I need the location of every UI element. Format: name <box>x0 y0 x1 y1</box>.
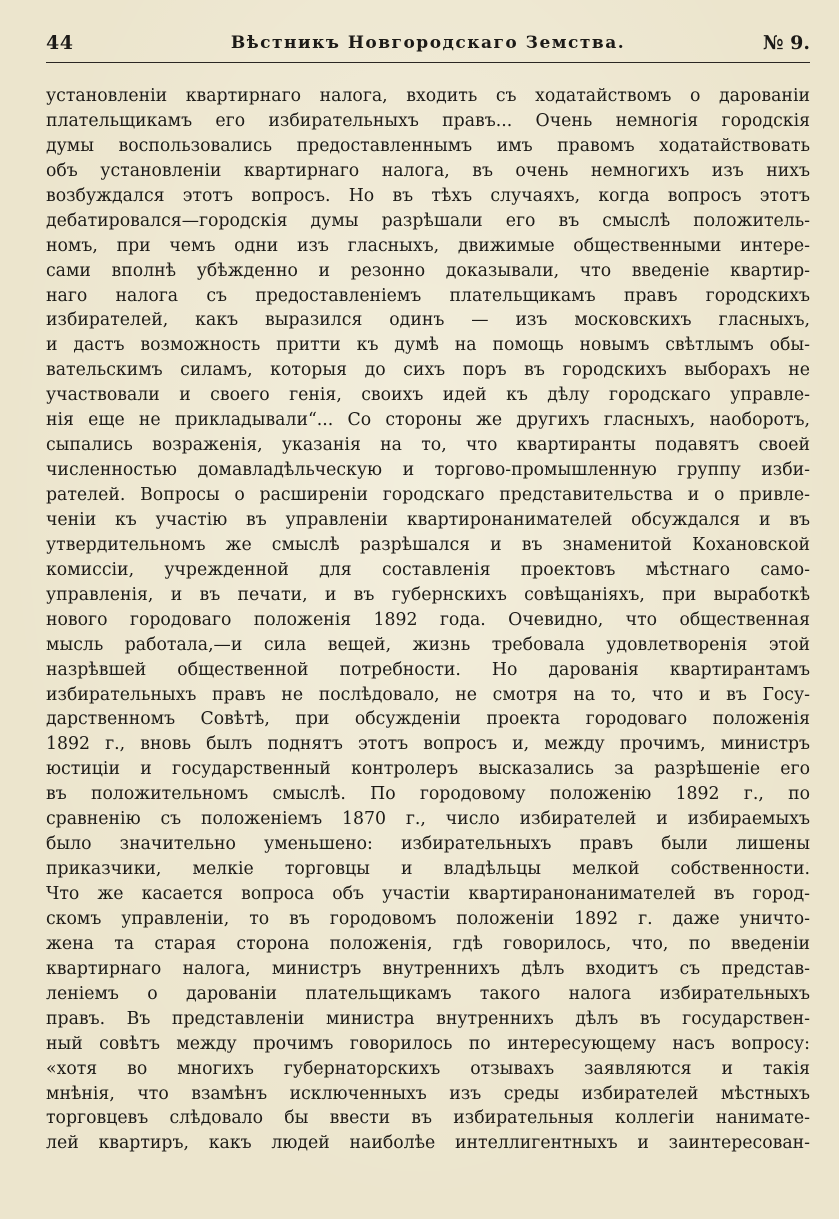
text-line: правъ. Въ представленіи министра внутреннихъ дѣлъ въ государствен- <box>46 1008 810 1029</box>
text-line: вательскимъ силамъ, которыя до сихъ поръ въ городскихъ выборахъ не <box>46 360 810 381</box>
text-line: было значительно уменьшено: избирательныхъ правъ были лишены <box>46 834 810 855</box>
text-line: жена та старая сторона положенія, гдѣ говорилось, что, по введеніи <box>46 933 810 954</box>
text-line: торговцевъ слѣдовало бы ввести въ избирательныя коллегіи нанимате- <box>46 1108 810 1129</box>
text-line: сыпались возраженія, указанія на то, что квартиранты подавятъ своей <box>46 435 810 456</box>
text-line: скомъ управленіи, то въ городовомъ положеніи 1892 г. даже уничто- <box>46 908 810 929</box>
text-line: приказчики, мелкіе торговцы и владѣльцы мелкой собственности. <box>46 859 810 880</box>
text-line: возбуждался этотъ вопросъ. Но въ тѣхъ случаяхъ, когда вопросъ этотъ <box>46 185 810 206</box>
text-line: нового городоваго положенія 1892 года. Очевидно, что общественная <box>46 609 810 630</box>
text-line: ченіи къ участію въ управленіи квартиронанимателей обсуждался и въ <box>46 509 810 530</box>
text-line: дарственномъ Совѣтѣ, при обсужденіи проекта городоваго положенія <box>46 709 810 730</box>
text-line: сравненію съ положеніемъ 1870 г., число избирателей и избираемыхъ <box>46 809 810 830</box>
text-line: плательщикамъ его избирательныхъ правъ... Очень немногія городскія <box>46 110 810 131</box>
issue-number: № 9. <box>762 32 810 54</box>
text-line: лей квартиръ, какъ людей наиболѣе интеллигентныхъ и заинтересован- <box>46 1133 810 1154</box>
text-line: ный совѣтъ между прочимъ говорилось по интересующему насъ вопросу: <box>46 1033 810 1054</box>
text-line: думы воспользовались предоставленнымъ имъ правомъ ходатайствовать <box>46 135 810 156</box>
page-header <box>46 30 810 63</box>
text-line: комиссіи, учрежденной для составленія проектовъ мѣстнаго само- <box>46 559 810 580</box>
text-line: управленія, и въ печати, и въ губернскихъ совѣщаніяхъ, при выработкѣ <box>46 584 810 605</box>
text-line: леніемъ о дарованіи плательщикамъ такого налога избирательныхъ <box>46 983 810 1004</box>
text-line: «хотя во многихъ губернаторскихъ отзывахъ заявляются и такія <box>46 1058 810 1079</box>
text-line: 1892 г., вновь былъ поднятъ этотъ вопросъ и, между прочимъ, министръ <box>46 734 810 755</box>
text-line: нія еще не прикладывали“... Со стороны же другихъ гласныхъ, наоборотъ, <box>46 410 810 431</box>
page-number: 44 <box>46 32 74 54</box>
text-line: квартирнаго налога, министръ внутреннихъ дѣлъ входитъ съ представ- <box>46 958 810 979</box>
text-line: въ положительномъ смыслѣ. По городовому положенію 1892 г., по <box>46 784 810 805</box>
text-line: юстиціи и государственный контролеръ высказались за разрѣшеніе его <box>46 759 810 780</box>
text-line: рателей. Вопросы о расширеніи городскаго представительства и о привле- <box>46 485 810 505</box>
body-text <box>46 84 810 1156</box>
text-line: установленіи квартирнаго налога, входить съ ходатайствомъ о дарованіи <box>46 86 810 106</box>
text-line: сами вполнѣ убѣжденно и резонно доказывали, что введеніе квартир- <box>46 260 810 281</box>
text-line: избирателей, какъ выразился одинъ — изъ московскихъ гласныхъ, <box>46 310 810 331</box>
text-line: наго налога съ предоставленіемъ плательщикамъ правъ городскихъ <box>46 285 810 306</box>
text-line: дебатировался—городскія думы разрѣшали его въ смыслѣ положитель- <box>46 210 810 231</box>
text-line: объ установленіи квартирнаго налога, въ очень немногихъ изъ нихъ <box>46 160 810 181</box>
journal-title: Вѣстникъ Новгородскаго Земства. <box>230 33 626 53</box>
text-line: и дастъ возможность притти къ думѣ на помощь новымъ свѣтлымъ обы- <box>46 335 810 356</box>
text-line: утвердительномъ же смыслѣ разрѣшался и въ знаменитой Кохановской <box>46 534 810 555</box>
text-line: Что же касается вопроса объ участіи квартиранонанимателей въ город- <box>46 884 810 904</box>
text-line: мнѣнія, что взамѣнъ исключенныхъ изъ среды избирателей мѣстныхъ <box>46 1083 810 1104</box>
text-line: назрѣвшей общественной потребности. Но дарованія квартирантамъ <box>46 659 810 680</box>
text-line: мысль работала,—и сила вещей, жизнь требовала удовлетворенія этой <box>46 634 810 655</box>
text-line: численностью домавладѣльческую и торгово-промышленную группу изби- <box>46 460 810 481</box>
text-line: участвовали и своего генія, своихъ идей къ дѣлу городскаго управле- <box>46 385 810 406</box>
text-line: номъ, при чемъ одни изъ гласныхъ, движимые общественными интере- <box>46 235 810 256</box>
text-line: избирательныхъ правъ не послѣдовало, не смотря на то, что и въ Госу- <box>46 684 810 705</box>
